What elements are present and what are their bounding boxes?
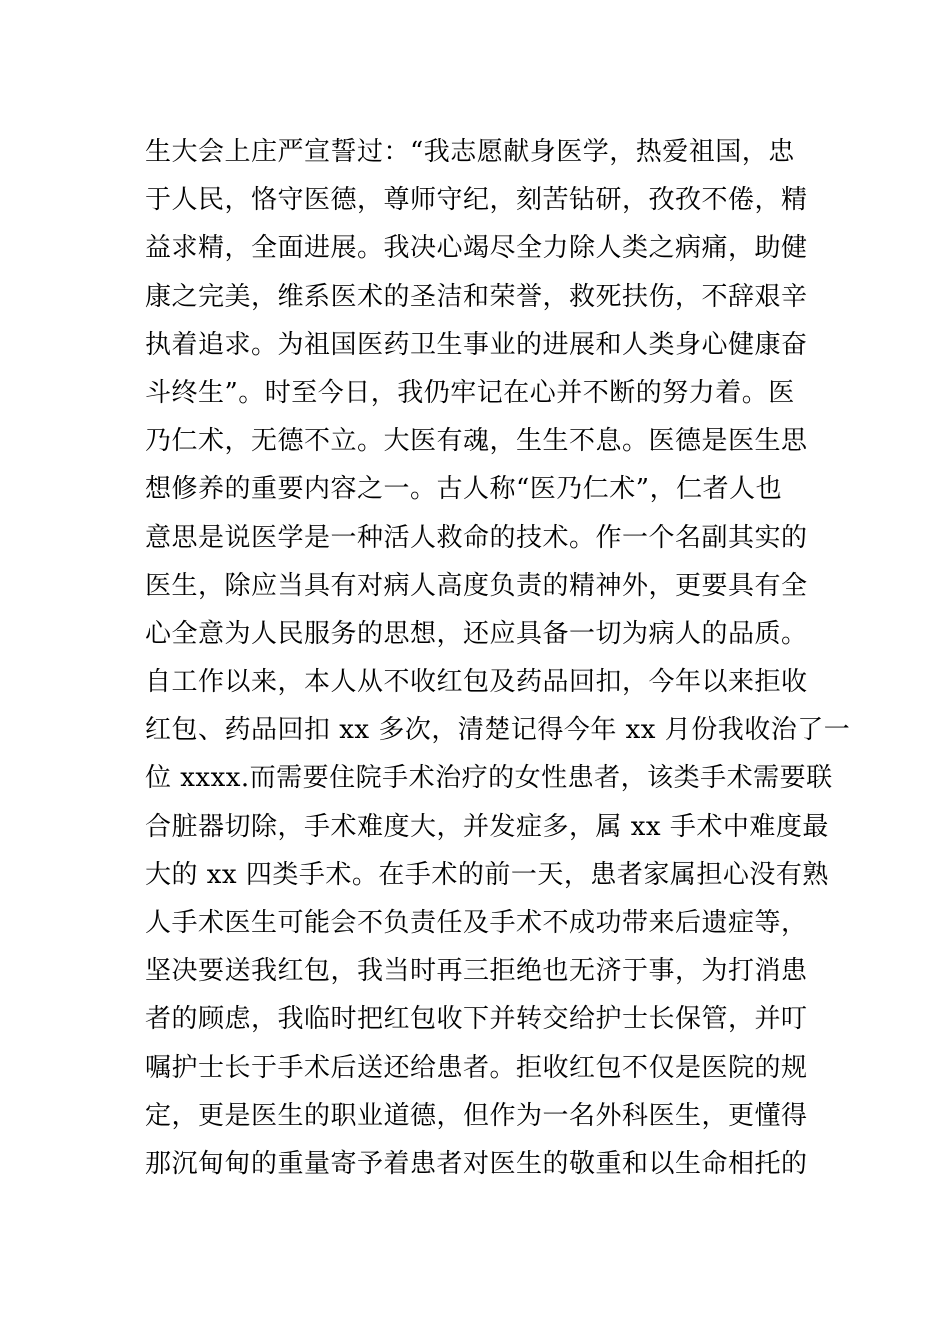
text-line: 定，更是医生的职业道德，但作为一名外科医生，更懂得	[145, 1100, 808, 1131]
text-line: 心全意为人民服务的思想，还应具备一切为病人的品质。	[145, 618, 808, 649]
text-line: 斗终生”。时至今日，我仍牢记在心并不断的努力着。医	[145, 377, 795, 408]
text-line: 大的 xx 四类手术。在手术的前一天，患者家属担心没有熟	[145, 859, 829, 890]
text-line: 人手术医生可能会不负责任及手术不成功带来后遗症等，	[145, 908, 808, 938]
text-line: 乃仁术，无德不立。大医有魂，生生不息。医德是医生思	[145, 426, 808, 457]
text-line: 医生，除应当具有对病人高度负责的精神外，更要具有全	[145, 570, 808, 601]
text-line: 合脏器切除，手术难度大，并发症多，属 xx 手术中难度最	[145, 811, 829, 842]
text-line: 执着追求。为祖国医药卫生事业的进展和人类身心健康奋	[145, 329, 808, 360]
text-line: 者的顾虑，我临时把红包收下并转交给护士长保管，并叮	[145, 1004, 808, 1035]
text-line: 生大会上庄严宣誓过：“我志愿献身医学，热爱祖国，忠	[145, 137, 795, 167]
text-line: 坚决要送我红包，我当时再三拒绝也无济于事，为打消患	[145, 956, 808, 987]
text-line: 益求精，全面进展。我决心竭尽全力除人类之病痛，助健	[145, 233, 808, 264]
body-text	[145, 128, 851, 1188]
text-line: 那沉甸甸的重量寄予着患者对医生的敬重和以生命相托的	[145, 1148, 808, 1179]
text-line: 康之完美，维系医术的圣洁和荣誉，救死扶伤，不辞艰辛	[145, 281, 808, 312]
text-line: 红包、药品回扣 xx 多次，清楚记得今年 xx 月份我收治了一	[145, 715, 851, 746]
text-line: 于人民，恪守医德，尊师守纪，刻苦钻研，孜孜不倦，精	[145, 185, 808, 216]
text-line: 嘱护士长于手术后送还给患者。拒收红包不仅是医院的规	[145, 1052, 808, 1083]
text-line: 位 xxxx.而需要住院手术治疗的女性患者，该类手术需要联	[145, 763, 833, 794]
text-line: 自工作以来，本人从不收红包及药品回扣，今年以来拒收	[145, 667, 808, 698]
text-line: 想修养的重要内容之一。古人称“医乃仁术”，仁者人也	[145, 474, 783, 505]
text-line: 意思是说医学是一种活人救命的技术。作一个名副其实的	[145, 522, 808, 553]
